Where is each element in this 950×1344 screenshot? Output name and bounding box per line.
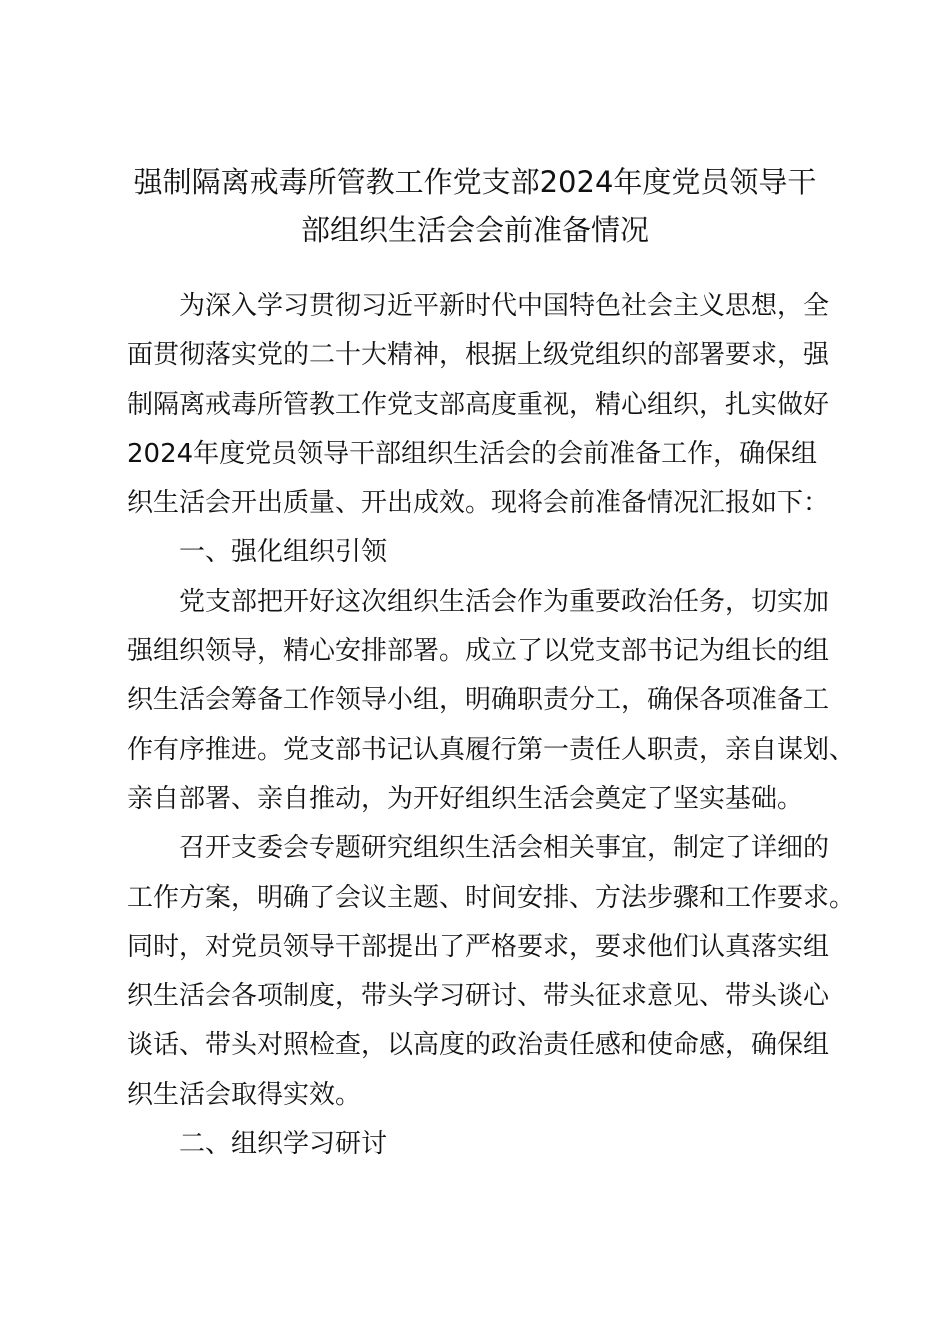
paragraph-line: 党支部把开好这次组织生活会作为重要政治任务，切实加 bbox=[179, 586, 830, 617]
section-heading-1 bbox=[127, 528, 837, 577]
paragraph-line: 2024年度党员领导干部组织生活会的会前准备工作，确保组 bbox=[127, 438, 818, 469]
paragraph-line: 作有序推进。党支部书记认真履行第一责任人职责，亲自谋划、 bbox=[127, 734, 856, 765]
paragraph-line: 同时，对党员领导干部提出了严格要求，要求他们认真落实组 bbox=[127, 931, 830, 962]
section-heading-2 bbox=[127, 1120, 837, 1169]
paragraph-committee bbox=[127, 824, 856, 1120]
paragraph-line: 召开支委会专题研究组织生活会相关事宜，制定了详细的 bbox=[179, 833, 830, 864]
document-title bbox=[120, 158, 830, 254]
paragraph-line: 织生活会开出质量、开出成效。现将会前准备情况汇报如下： bbox=[127, 488, 830, 519]
section-heading-text: 一、强化组织引领 bbox=[179, 537, 388, 568]
paragraph-line: 强组织领导，精心安排部署。成立了以党支部书记为组长的组 bbox=[127, 636, 830, 667]
paragraph-line: 为深入学习贯彻习近平新时代中国特色社会主义思想，全 bbox=[179, 291, 830, 321]
paragraph-line: 制隔离戒毒所管教工作党支部高度重视，精心组织，扎实做好 bbox=[127, 389, 830, 420]
paragraph-leadership bbox=[127, 578, 856, 824]
paragraph-intro bbox=[127, 282, 837, 528]
paragraph-line: 面贯彻落实党的二十大精神，根据上级党组织的部署要求，强 bbox=[127, 340, 830, 371]
title-line-1: 强制隔离戒毒所管教工作党支部2024年度党员领导干 bbox=[133, 165, 817, 199]
document-body bbox=[127, 282, 856, 1169]
section-heading-text: 二、组织学习研讨 bbox=[179, 1129, 388, 1160]
title-line-2: 部组织生活会会前准备情况 bbox=[300, 213, 649, 247]
paragraph-line: 织生活会取得实效。 bbox=[127, 1079, 362, 1110]
paragraph-line: 工作方案，明确了会议主题、时间安排、方法步骤和工作要求。 bbox=[127, 882, 856, 913]
paragraph-line: 谈话、带头对照检查，以高度的政治责任感和使命感，确保组 bbox=[127, 1030, 830, 1061]
paragraph-line: 织生活会各项制度，带头学习研讨、带头征求意见、带头谈心 bbox=[127, 981, 830, 1012]
paragraph-line: 织生活会筹备工作领导小组，明确职责分工，确保各项准备工 bbox=[127, 685, 830, 716]
paragraph-line: 亲自部署、亲自推动，为开好组织生活会奠定了坚实基础。 bbox=[127, 783, 804, 814]
